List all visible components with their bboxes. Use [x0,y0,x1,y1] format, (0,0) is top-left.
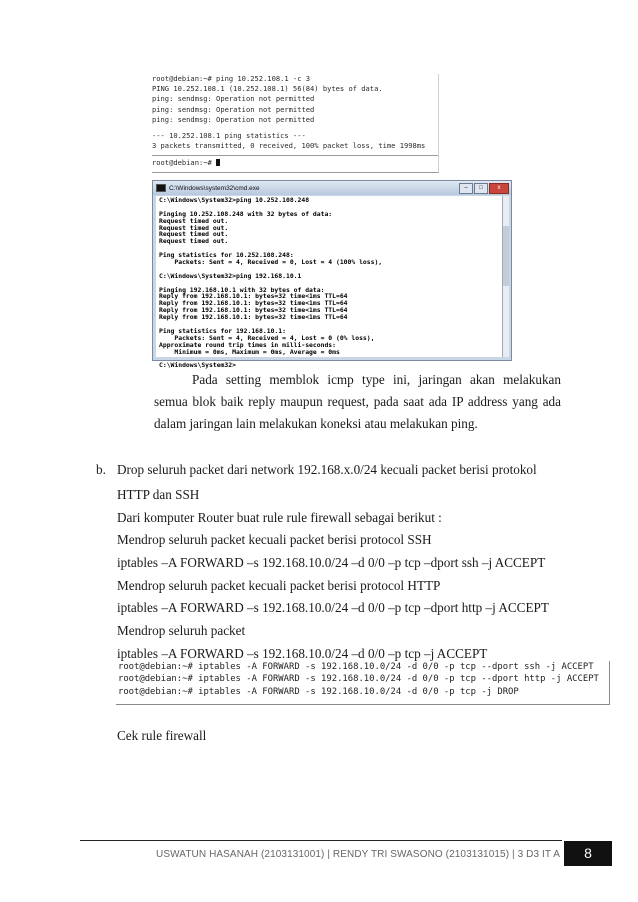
cmd-window-screenshot [152,180,512,370]
cmd-line: Reply from 192.168.10.1: bytes=32 time<1ms TTL=64 [159,299,348,308]
list-item-b-heading [96,459,566,481]
cmd-line: Packets: Sent = 4, Received = 4, Lost = 0 (0% loss), [159,333,375,342]
body-line: Dari komputer Router buat rule rule firewall sebagai berikut : [117,509,442,525]
command-line: iptables –A FORWARD –s 192.168.10.0/24 –d 0/0 –p tcp –j ACCEPT [117,645,488,661]
list-marker: b. [96,462,106,477]
list-item-text: Drop seluruh packet dari network 192.168.x.0/24 kecuali packet berisi protokol [117,462,537,477]
cmd-console-output [156,196,502,370]
paragraph-icmp-block [154,369,561,435]
cmd-line: Ping statistics for 10.252.108.248: [159,251,294,260]
cmd-scrollbar [502,196,509,357]
cmd-line: Reply from 192.168.10.1: bytes=32 time<1ms TTL=64 [159,292,348,301]
terminal-line: ping: sendmsg: Operation not permitted [152,104,315,114]
terminal-line: root@debian:~# iptables -A FORWARD -s 192.168.10.0/24 -d 0/0 -p tcp --dport http -j ACCEPT [118,674,599,685]
command-line: iptables –A FORWARD –s 192.168.10.0/24 –d 0/0 –p tcp –dport ssh –j ACCEPT [117,555,546,571]
terminal-separator [152,155,438,156]
cek-rule-label: Cek rule firewall [117,728,207,743]
terminal-prompt-line [152,158,438,168]
terminal-prompt: root@debian:~# [152,158,217,168]
scroll-thumb [503,226,509,286]
paragraph-line: Pada setting memblok icmp type ini, jaringan akan melakukan [192,372,561,387]
cmd-line: C:\Windows\System32>ping 192.168.10.1 [159,271,302,280]
terminal-line: ping: sendmsg: Operation not permitted [152,94,315,104]
footer-divider [80,840,562,841]
terminal-line: root@debian:~# ping 10.252.108.1 -c 3 [152,74,311,83]
cmd-line: Reply from 192.168.10.1: bytes=32 time<1ms TTL=64 [159,313,348,322]
terminal-line: root@debian:~# iptables -A FORWARD -s 192.168.10.0/24 -d 0/0 -p tcp --dport ssh -j ACCEPT [118,662,594,672]
cmd-line: Pinging 10.252.108.248 with 32 bytes of data: [159,209,333,218]
terminal-line: PING 10.252.108.1 (10.252.108.1) 56(84) bytes of data. [152,84,383,94]
cmd-line: Approximate round trip times in milli-seconds: [159,340,336,349]
paragraph-line: semua blok baik reply maupun request, pada saat ada IP address yang ada [154,394,561,409]
body-line: Mendrop seluruh packet [117,623,246,639]
terminal-line: root@debian:~# iptables -A FORWARD -s 192.168.10.0/24 -d 0/0 -p tcp -j DROP [118,686,519,697]
paragraph-line: dalam jaringan lain melakukan koneksi atau melakukan ping. [154,416,478,431]
body-line: Mendrop seluruh packet kecuali packet berisi protocol HTTP [117,577,441,593]
terminal-line: 3 packets transmitted, 0 received, 100% packet loss, time 1998ms [152,141,426,151]
cmd-line: Request timed out. [159,223,229,232]
cmd-icon [156,184,166,192]
terminal-screenshot-top [152,74,439,173]
cmd-title-bar [153,181,511,195]
cmd-line: C:\Windows\System32> [159,361,236,370]
command-line: iptables –A FORWARD –s 192.168.10.0/24 –d 0/0 –p tcp –dport http –j ACCEPT [117,600,549,616]
close-icon: x [489,183,509,194]
minimize-icon: – [459,183,473,194]
cmd-line: Request timed out. [159,237,229,246]
window-controls [459,183,509,194]
body-line: Mendrop seluruh packet kecuali packet berisi protocol SSH [117,532,432,548]
cmd-line: Minimum = 0ms, Maximum = 0ms, Average = 0ms [159,347,340,356]
cmd-line: Reply from 192.168.10.1: bytes=32 time<1ms TTL=64 [159,306,348,315]
cmd-line: Packets: Sent = 4, Received = 0, Lost = 4 (100% loss), [159,258,383,267]
cursor-icon [216,159,220,166]
list-item-b-body [117,484,577,666]
terminal-line: --- 10.252.108.1 ping statistics --- [152,130,306,140]
page-number: 8 [564,841,612,866]
terminal-line: ping: sendmsg: Operation not permitted [152,114,315,124]
terminal-screenshot-iptables [116,661,610,705]
footer-authors: USWATUN HASANAH (2103131001) | RENDY TRI SWASONO (2103131015) | 3 D3 IT A [156,849,560,860]
cmd-line: Request timed out. [159,216,229,225]
body-line: HTTP dan SSH [117,487,200,502]
maximize-icon: □ [474,183,488,194]
cmd-title: C:\Windows\system32\cmd.exe [169,184,260,192]
cmd-line: Ping statistics for 192.168.10.1: [159,326,286,335]
cmd-line: Pinging 192.168.10.1 with 32 bytes of data: [159,285,325,294]
cmd-line: C:\Windows\System32>ping 10.252.108.248 [159,196,310,204]
cmd-line: Request timed out. [159,230,229,239]
